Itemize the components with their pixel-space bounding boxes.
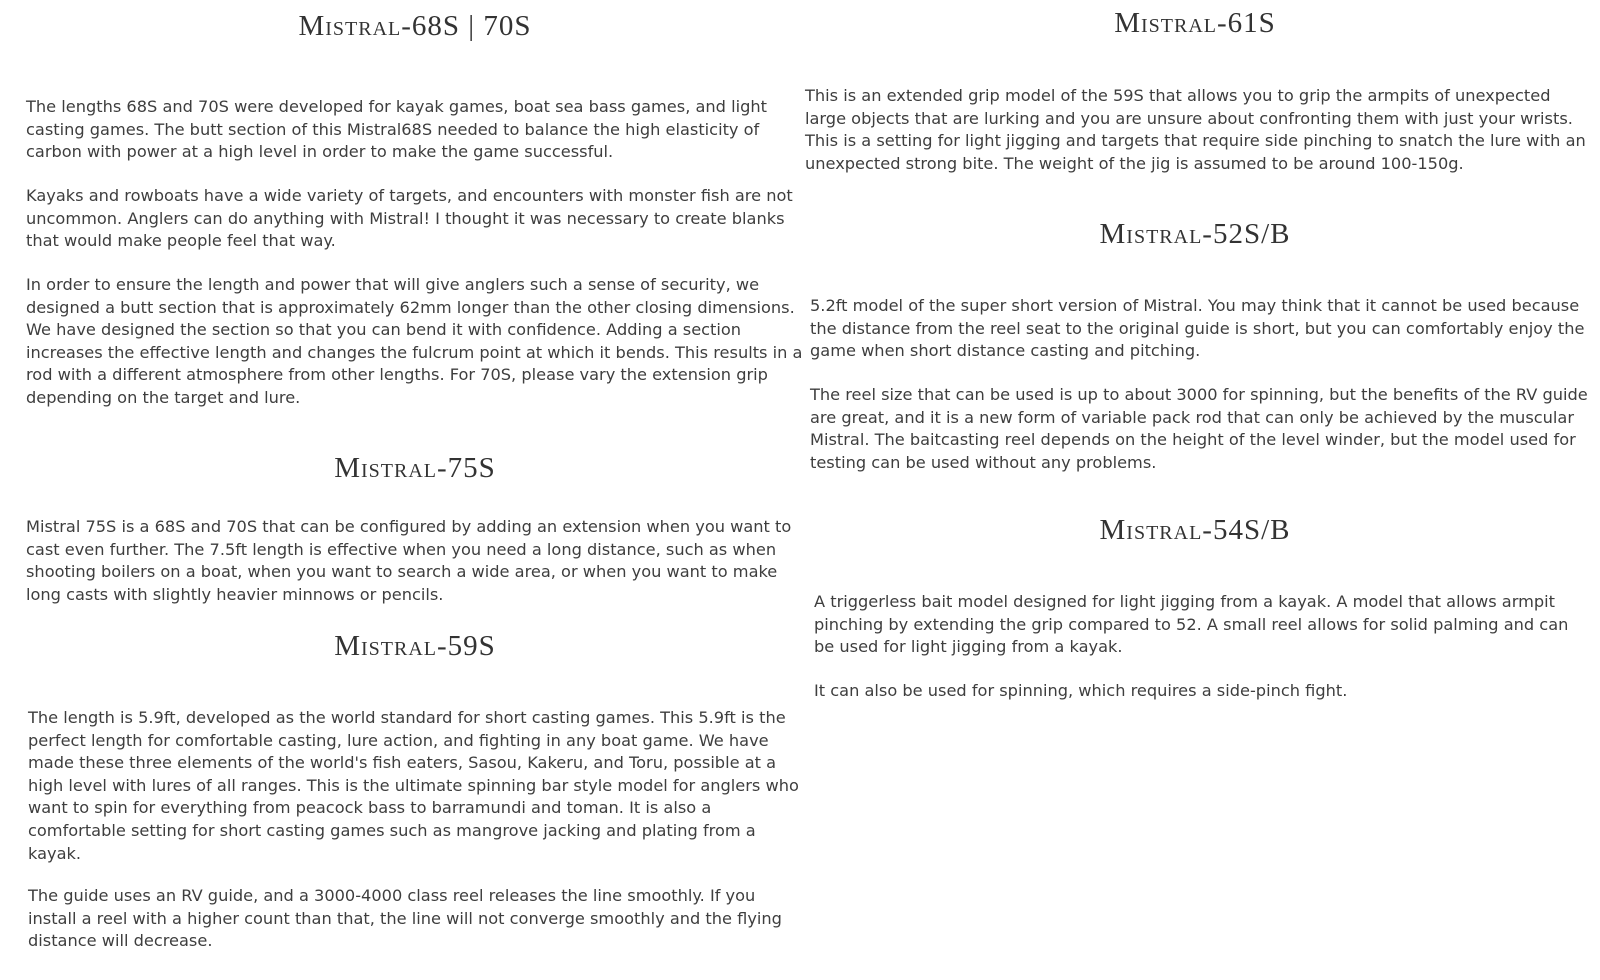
paragraph-52sb-reel: The reel size that can be used is up to about 3000 for spinning, but the benefits of the RV guide are great, and it is a new form of variable pack rod that can only be achieved by the muscular Mistral. The baitcasting reel depends on the height of the level winder, but the model used for testing can be used without any problems. [810, 385, 1588, 472]
paragraph-59s-guide: The guide uses an RV guide, and a 3000-4000 class reel releases the line smoothly. If you install a reel with a higher count than that, the line will not converge smoothly and the flying distance will decrease. [28, 886, 782, 951]
section-title-mistral-54sb: Mistral-54S/B [1099, 514, 1291, 546]
paragraph-54sb-spinning: It can also be used for spinning, which requires a side-pinch fight. [814, 681, 1348, 700]
section-title-mistral-61s: Mistral-61S [1114, 7, 1276, 39]
section-title-mistral-75s: Mistral-75S [334, 452, 496, 484]
paragraph-52sb-model: 5.2ft model of the super short version of Mistral. You may think that it cannot be used because the distance from the reel seat to the original guide is short, but you can comfortably enjoy the game when short distance casting and pitching. [810, 296, 1585, 361]
paragraph-54sb-model: A triggerless bait model designed for light jigging from a kayak. A model that allows armpit pinching by extending the grip compared to 52. A small reel allows for solid palming and can be used for light jigging from a kayak. [814, 592, 1569, 657]
paragraph-68s-70s-intro: The lengths 68S and 70S were developed for kayak games, boat sea bass games, and light casting games. The butt section of this Mistral68S needed to balance the high elasticity of carbon with power at a high level in order to make the game successful. [26, 97, 767, 162]
paragraph-68s-70s-butt-section: In order to ensure the length and power that will give anglers such a sense of security, we designed a butt section that is approximately 62mm longer than the other closing dimensions. We have designed the section so that you can bend it with confidence. Adding a section increases the effective length and changes the fulcrum point at which it bends. This results in a rod with a different atmosphere from other lengths. For 70S, please vary the extension grip depending on the target and lure. [26, 275, 803, 407]
paragraph-68s-70s-kayaks: Kayaks and rowboats have a wide variety of targets, and encounters with monster fish are not uncommon. Anglers can do anything with Mistral! I thought it was necessary to create blanks that would make people feel that way. [26, 186, 793, 251]
section-title-mistral-59s: Mistral-59S [334, 630, 496, 662]
section-title-mistral-68s-70s: Mistral-68S | 70S [298, 10, 532, 42]
paragraph-75s: Mistral 75S is a 68S and 70S that can be configured by adding an extension when you want to cast even further. The 7.5ft length is effective when you need a long distance, such as when shooting boilers on a boat, when you want to search a wide area, or when you want to make long casts with slightly heavier minnows or pencils. [26, 517, 792, 604]
section-title-mistral-52sb: Mistral-52S/B [1099, 218, 1291, 250]
paragraph-61s: This is an extended grip model of the 59S that allows you to grip the armpits of unexpected large objects that are lurking and you are unsure about confronting them with just your wrists. This is a setting for light jigging and targets that require side pinching to snatch the lure with an unexpected strong bite. The weight of the jig is assumed to be around 100-150g. [805, 86, 1586, 173]
paragraph-59s-length: The length is 5.9ft, developed as the world standard for short casting games. This 5.9ft is the perfect length for comfortable casting, lure action, and fighting in any boat game. We have made these three elements of the world's fish eaters, Sasou, Kakeru, and Toru, possible at a high level with lures of all ranges. This is the ultimate spinning bar style model for anglers who want to spin for everything from peacock bass to barramundi and toman. It is also a comfortable setting for short casting games such as mangrove jacking and plating from a kayak. [28, 708, 799, 863]
